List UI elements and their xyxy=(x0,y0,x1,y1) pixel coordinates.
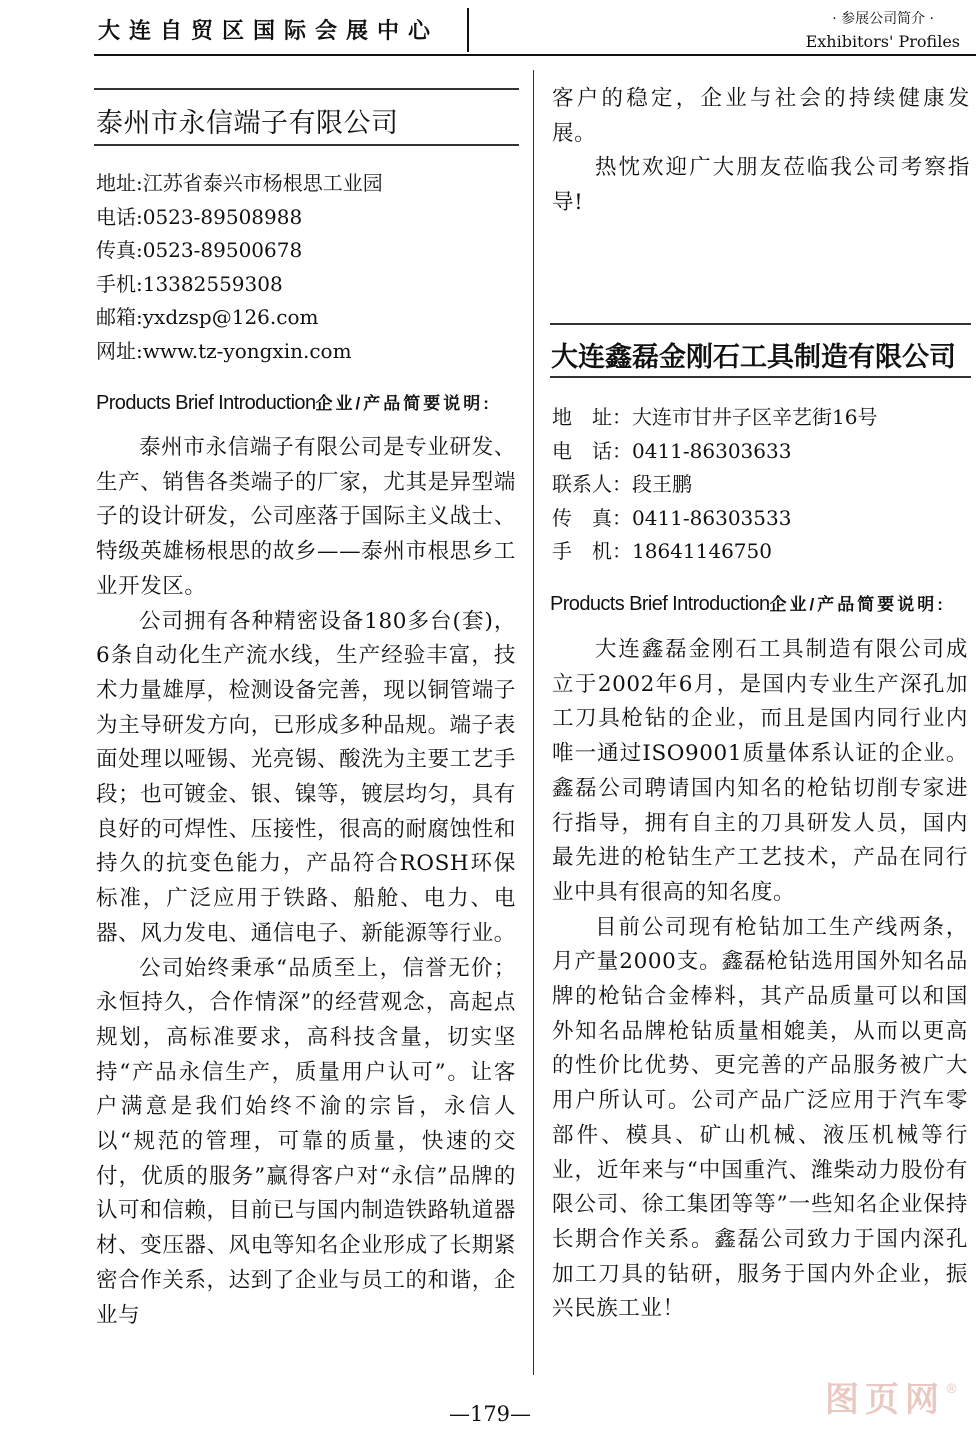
company1-intro-en: Products Brief Introduction xyxy=(96,392,316,414)
section-title-en: Exhibitors' Profiles xyxy=(805,32,960,51)
company1-website: 网址:www.tz-yongxin.com xyxy=(96,338,352,363)
company2-mobile: 手 机：18641146750 xyxy=(552,539,772,563)
company2-top-rule xyxy=(550,323,971,325)
company2-contacts xyxy=(552,401,877,569)
company1-top-rule xyxy=(94,88,519,90)
page-number: —179— xyxy=(448,1402,532,1426)
company2-intro-cn: 企业/产品简要说明: xyxy=(769,595,946,614)
company1-contacts xyxy=(96,167,383,368)
company1-paragraph: 公司拥有各种精密设备180多台(套)，6条自动化生产流水线，生产经验丰富，技术力量雄厚，检测设备完善，现以铜管端子为主导研发方向，已形成多种品规。端子表面处理以哑锡、光亮锡、酸洗为主要工艺手段；也可镀金、银、镍等，镀层均匀，具有良好的可焊性、压接性，很高的耐腐蚀性和持久的抗变色能力，产品符合ROSH环保标准，广泛应用于铁路、船舱、电力、电器、风力发电、通信电子、新能源等行业。 xyxy=(96,608,516,946)
header-title: 大连自贸区国际会展中心 xyxy=(98,19,440,44)
company1-phone: 电话:0523-89508988 xyxy=(96,204,303,229)
company1-continuation-text: 客户的稳定，企业与社会的持续健康发展。 xyxy=(552,86,970,146)
company2-paragraph: 目前公司现有枪钻加工生产线两条，月产量2000支。鑫磊枪钻选用国外知名品牌的枪钻合金棒料，其产品质量可以和国外知名品牌枪钻质量相媲美，从而以更高的性价比优势、更完善的产品服务被广大用户所认可。公司产品广泛应用于汽车零部件、模具、矿山机械、液压机械等行业，近年来与“中国重汽、潍柴动力股份有限公司、徐工集团等等”一些知名企业保持长期合作关系。鑫磊公司致力于国内深孔加工刀具的钻研，服务于国内外企业，振兴民族工业！ xyxy=(552,914,968,1322)
company2-fax: 传 真：0411-86303533 xyxy=(552,505,792,530)
column-divider xyxy=(533,70,534,1375)
header-rule xyxy=(94,54,976,56)
company2-address: 地 址：大连市甘井子区辛艺街16号 xyxy=(552,405,878,429)
registered-mark: ® xyxy=(945,1381,964,1397)
company1-closing-text: 热忱欢迎广大朋友莅临我公司考察指导! xyxy=(552,155,970,216)
header-title-box xyxy=(94,8,469,52)
company1-intro-cn: 企业/产品简要说明: xyxy=(315,394,492,413)
company1-name: 泰州市永信端子有限公司 xyxy=(96,108,399,139)
company2-phone: 电 话：0411-86303633 xyxy=(552,438,792,463)
company1-description xyxy=(96,431,516,1333)
company2-paragraph: 大连鑫磊金刚石工具制造有限公司成立于2002年6月，是国内专业生产深孔加工刀具枪钻的企业，而且是国内同行业内唯一通过ISO9001质量体系认证的企业。鑫磊公司聘请国内知名的枪钻切削专家进行指导，拥有自主的刀具研发人员，国内最先进的枪钻生产工艺技术，产品在同行业中具有很高的知名度。 xyxy=(552,637,968,905)
company1-fax: 传真:0523-89500678 xyxy=(96,238,303,262)
company1-continuation xyxy=(552,82,970,221)
company1-mobile: 手机:13382559308 xyxy=(96,271,283,296)
company1-paragraph: 公司始终秉承“品质至上，信誉无价；永恒持久，合作情深”的经营观念，高起点规划，高标准要求，高科技含量，切实坚持“产品永信生产，质量用户认可”。让客户满意是我们始终不渝的宗旨，永信人以“规范的管理，可靠的质量，快速的交付，优质的服务”赢得客户对“永信”品牌的认可和信赖，目前已与国内制造铁路轨道器材、变压器、风电等知名企业形成了长期紧密合作关系，达到了企业与员工的和谐，企业与 xyxy=(96,955,516,1328)
company1-address: 地址:江苏省泰兴市杨根思工业园 xyxy=(96,171,383,195)
company1-email: 邮箱:yxdzsp@126.com xyxy=(96,305,319,329)
watermark-text: 图页网 xyxy=(825,1380,945,1420)
company1-intro-heading xyxy=(96,389,492,415)
company2-contact-person: 联系人：段王鹏 xyxy=(552,472,692,496)
company1-bottom-rule xyxy=(94,144,519,146)
company2-intro-heading xyxy=(550,590,946,616)
company2-intro-en: Products Brief Introduction xyxy=(550,593,770,615)
company2-description xyxy=(552,633,968,1327)
watermark-logo xyxy=(825,1372,964,1421)
company2-name: 大连鑫磊金刚石工具制造有限公司 xyxy=(551,342,956,373)
section-tag: · 参展公司简介 · xyxy=(832,11,934,27)
company1-paragraph: 泰州市永信端子有限公司是专业研发、生产、销售各类端子的厂家，尤其是异型端子的设计研发，公司座落于国际主义战士、特级英雄杨根思的故乡——泰州市根思乡工业开发区。 xyxy=(96,435,516,599)
company2-bottom-rule xyxy=(550,376,971,378)
